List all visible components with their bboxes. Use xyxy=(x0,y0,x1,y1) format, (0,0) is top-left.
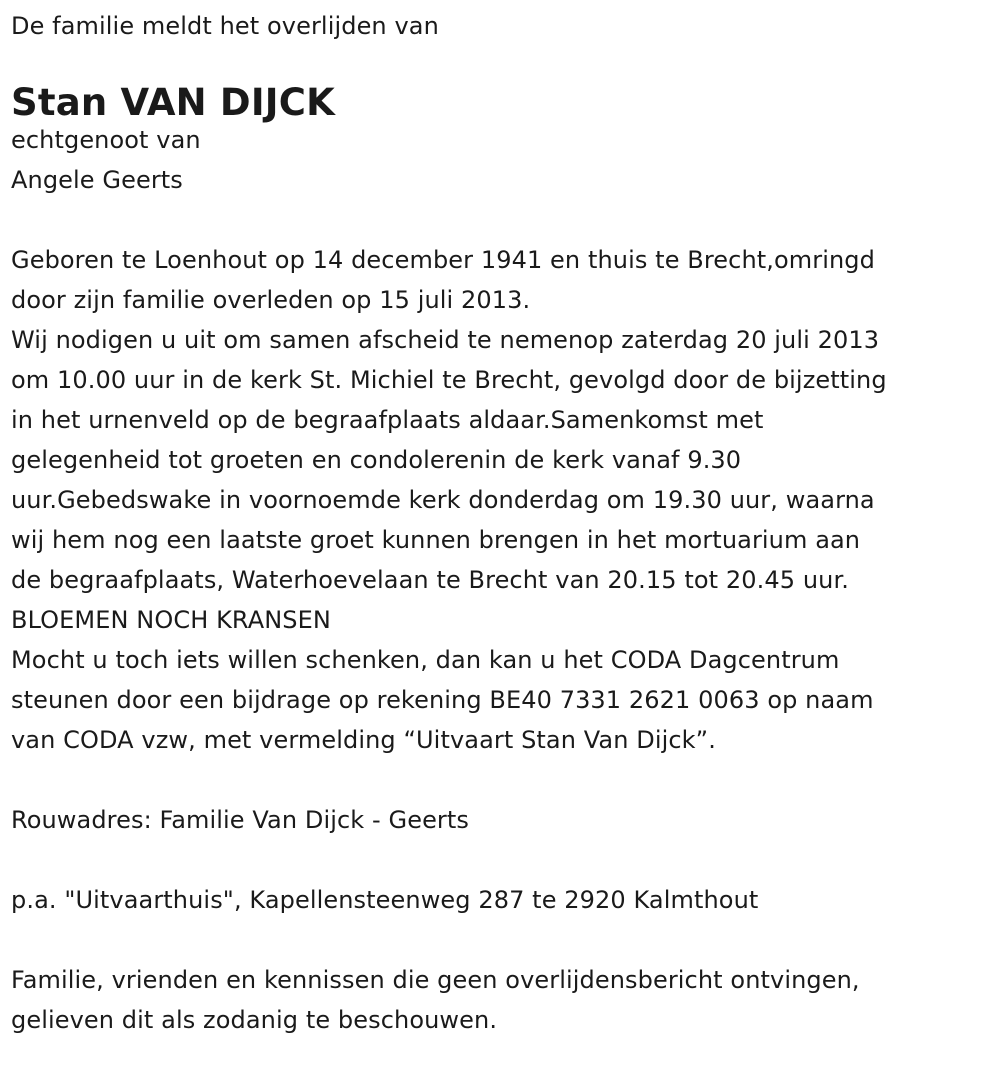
mourning-address: Rouwadres: Familie Van Dijck - Geerts xyxy=(11,806,470,834)
spacer xyxy=(11,840,991,880)
body-line: de begraafplaats, Waterhoevelaan te Brecht van 20.15 tot 20.45 uur. xyxy=(11,566,849,594)
body-line: om 10.00 uur in de kerk St. Michiel te Brecht, gevolgd door de bijzetting xyxy=(11,366,887,394)
closing-line: gelieven dit als zodanig te beschouwen. xyxy=(11,1006,498,1034)
body-line: in het urnenveld op de begraafplaats aldaar.Samenkomst met xyxy=(11,406,764,434)
spacer xyxy=(11,760,991,800)
body-line: Geboren te Loenhout op 14 december 1941 en thuis te Brecht,omringd xyxy=(11,246,875,274)
body-line: wij hem nog een laatste groet kunnen brengen in het mortuarium aan xyxy=(11,526,861,554)
body-line-flowers: BLOEMEN NOCH KRANSEN xyxy=(11,606,331,634)
notice-body xyxy=(11,240,991,760)
spouse-name: Angele Geerts xyxy=(11,166,183,194)
body-line: van CODA vzw, met vermelding “Uitvaart Stan Van Dijck”. xyxy=(11,726,716,754)
body-line: steunen door een bijdrage op rekening BE40 7331 2621 0063 op naam xyxy=(11,686,874,714)
body-line: Mocht u toch iets willen schenken, dan kan u het CODA Dagcentrum xyxy=(11,646,840,674)
body-line: uur.Gebedswake in voornoemde kerk donderdag om 19.30 uur, waarna xyxy=(11,486,875,514)
body-line: door zijn familie overleden op 15 juli 2013. xyxy=(11,286,531,314)
deceased-name: Stan VAN DIJCK xyxy=(11,81,336,124)
closing-line: Familie, vrienden en kennissen die geen overlijdensbericht ontvingen, xyxy=(11,966,860,994)
relation-line: echtgenoot van xyxy=(11,126,201,154)
spacer xyxy=(11,920,991,960)
care-of-address: p.a. "Uitvaarthuis", Kapellensteenweg 287 te 2920 Kalmthout xyxy=(11,886,759,914)
spacer xyxy=(11,200,991,240)
intro-text: De familie meldt het overlijden van xyxy=(11,12,439,40)
body-line: Wij nodigen u uit om samen afscheid te nemenop zaterdag 20 juli 2013 xyxy=(11,326,880,354)
body-line: gelegenheid tot groeten en condolerenin de kerk vanaf 9.30 xyxy=(11,446,742,474)
death-notice xyxy=(11,6,991,1040)
